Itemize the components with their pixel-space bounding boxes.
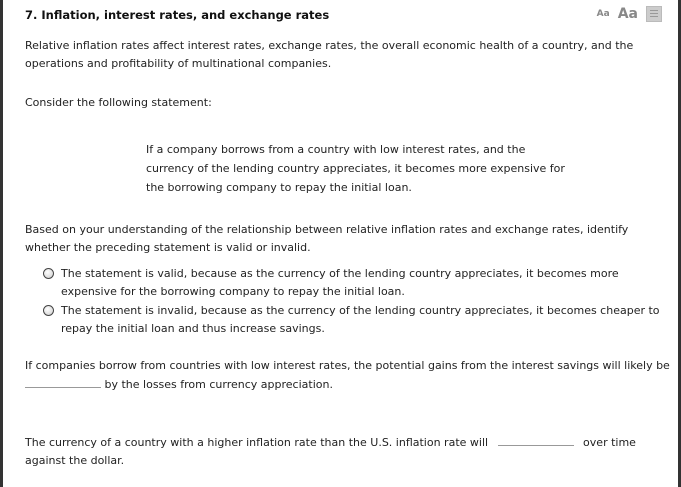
fill2-dropdown[interactable] [498,433,574,446]
question-paragraph: Based on your understanding of the relationship between relative inflation rates and exchange rates, identify whether the preceding statement is valid or invalid. [25,223,629,254]
intro-text [25,37,670,73]
fill1-text-after: by the losses from currency appreciation. [101,378,333,391]
toolbar [597,6,662,22]
print-icon[interactable] [646,6,662,22]
fill1-text-before: If companies borrow from countries with low interest rates, the potential gains from the interest savings will likely be [25,359,670,372]
question-text [25,221,670,257]
fill-in-1 [25,357,670,394]
option-valid[interactable] [43,265,663,301]
option-label: The statement is valid, because as the currency of the lending country appreciates, it becomes more expensive for the borrowing company to repay the initial loan. [61,267,619,298]
question-title: 7. Inflation, interest rates, and exchange rates [25,8,330,22]
decrease-font-button[interactable]: Aa [596,9,610,19]
fill2-text-before: The currency of a country with a higher inflation rate than the U.S. inflation rate will [25,436,492,449]
consider-paragraph: Consider the following statement: [25,96,212,109]
option-invalid[interactable] [43,302,663,338]
statement-quote: If a company borrows from a country with low interest rates, and the currency of the lending country appreciates, it becomes more expensive for the borrowing company to repay the initial loan. [146,143,565,194]
fill-in-2 [25,433,670,470]
intro-paragraph: Relative inflation rates affect interest rates, exchange rates, the overall economic health of a country, and the operations and profitability of multinational companies. [25,39,634,70]
option-label: The statement is invalid, because as the currency of the lending country appreciates, it becomes cheaper to repay the initial loan and thus increase savings. [61,304,660,335]
radio-button[interactable] [43,305,54,316]
consider-text [25,94,670,112]
increase-font-button[interactable]: Aa [617,6,638,22]
fill1-dropdown[interactable] [25,375,101,388]
fill2-text-after: over time against the dollar. [25,436,636,467]
radio-button[interactable] [43,268,54,279]
